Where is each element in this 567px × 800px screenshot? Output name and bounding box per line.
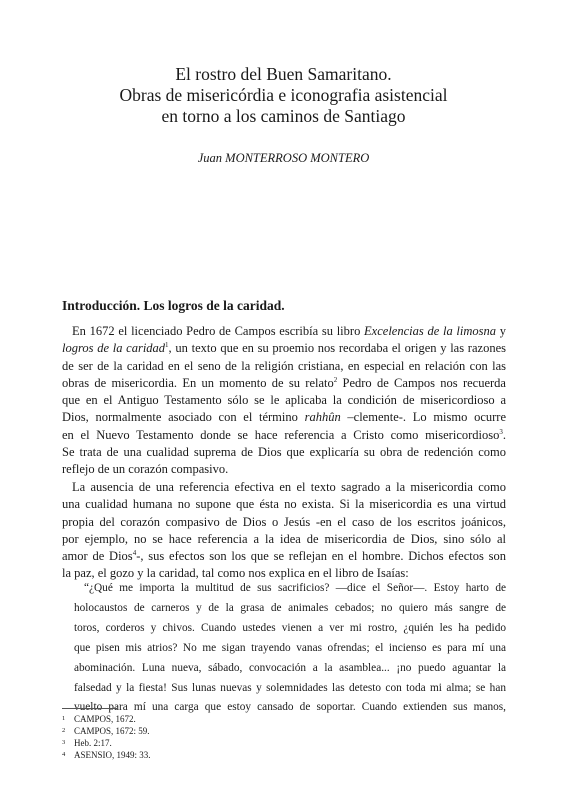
title-line-3: en torno a los caminos de Santiago <box>161 106 406 126</box>
paragraph-line: de ser de la caridad en el seno de la religión cristiana, en especial en relación con las <box>62 358 506 373</box>
text-run: obras de misericordia. En un momento de su relato <box>62 375 334 390</box>
text-run: -, sus efectos son los que se reflejan en el hombre. Dichos efectos son <box>136 549 506 564</box>
text-run: y <box>496 324 507 338</box>
paragraph-line: reflejo de un corazón compasivo. <box>62 462 229 477</box>
text-run: –clemente-. Lo mismo ocurre <box>340 410 506 425</box>
quote-line: toros, corderos y chivos. Cuando ustedes vienen a ver mi rostro, ¿quién les ha pedido <box>74 621 506 634</box>
author-name: Juan MONTERROSO MONTERO <box>197 151 370 165</box>
paragraph-line <box>62 427 506 444</box>
paragraph-line <box>62 340 506 357</box>
paragraph-line: propia del corazón compasivo de Dios o Jesús -en el caso de los escritos joánicos, <box>62 514 506 529</box>
hebrew-term: rahhûn <box>304 410 341 425</box>
text-run: . <box>502 427 506 442</box>
paragraph-line: La ausencia de una referencia efectiva en el texto sagrado a la misericordia como <box>72 480 506 494</box>
footnote-text: CAMPOS, 1672. <box>74 714 136 724</box>
paragraph-line: una cualidad humana no supone que ésta no exista. Si la misericordia es una virtud <box>62 497 506 512</box>
text-run: , un texto que en su proemio nos recordaba el origen y las razones <box>168 341 506 356</box>
title-line-1: El rostro del Buen Samaritano. <box>175 64 392 84</box>
text-run: amor de Dios <box>62 549 133 564</box>
quote-line: abominación. Luna nueva, sábado, convocación a la asamblea... ¡no puedo aguantar la <box>74 661 506 674</box>
text-run: Dios, normalmente asociado con el término <box>62 410 305 425</box>
paragraph-line <box>62 375 506 392</box>
quote-line: que pisen mis atrios? No me sigan trayendo vanas ofrendas; el incienso es para mí una <box>74 641 506 654</box>
paragraph-line <box>62 548 506 565</box>
quote-line: “¿Qué me importa la multitud de sus sacrificios? —dice el Señor—. Estoy harto de <box>84 582 506 594</box>
footnote <box>62 713 151 725</box>
paragraph-line: por ejemplo, no se hace referencia a la idea de misericordia de Dios, sino sólo al <box>62 531 506 546</box>
quote-line: holocaustos de carneros y de la grasa de animales cebados; no quiero más sangre de <box>74 601 506 614</box>
paragraph-line <box>62 323 506 340</box>
footnote-ref[interactable]: 4 <box>132 549 137 558</box>
footnote-ref[interactable]: 2 <box>333 375 338 384</box>
footnote-text: ASENSIO, 1949: 33. <box>74 750 151 760</box>
footnotes <box>62 713 151 761</box>
quote-line: vuelto para mí una carga que estoy cansado de soportar. Cuando extienden sus manos, <box>74 701 506 714</box>
footnote-number: 2 <box>62 727 66 734</box>
book-title: logros de la caridad <box>62 341 166 356</box>
paragraph-line: la paz, el gozo y la caridad, tal como nos explica en el libro de Isaías: <box>62 566 409 581</box>
paragraph-2 <box>62 479 506 583</box>
footnote-text: CAMPOS, 1672: 59. <box>74 726 150 736</box>
title-line-2: Obras de misericórdia e iconografia asistencial <box>119 85 448 105</box>
section-heading: Introducción. Los logros de la caridad. <box>62 298 285 313</box>
footnote-divider <box>62 708 118 709</box>
paragraph-line: que en el Antiguo Testamento sólo se le aplicaba la condición de misericordioso a <box>62 393 506 408</box>
book-title: Excelencias de la limosna <box>364 324 497 338</box>
block-quote <box>74 579 506 718</box>
article-title <box>0 64 567 127</box>
paragraph-line: Se trata de una cualidad suprema de Dios que explicaría su obra de redención como <box>62 445 506 460</box>
text-run: Pedro de Campos nos recuerda <box>337 375 506 390</box>
footnote-ref[interactable]: 3 <box>499 427 503 436</box>
footnote-number: 3 <box>62 739 66 746</box>
footnote-number: 1 <box>62 715 66 722</box>
text-run: en el Nuevo Testamento donde se hace referencia a Cristo como misericordioso <box>62 427 500 442</box>
footnote-text: Heb. 2:17. <box>74 738 112 748</box>
footnote-number: 4 <box>62 751 66 758</box>
footnote <box>62 737 151 749</box>
quote-line: falsedad y la fiesta! Sus lunas nuevas y solemnidades las detesto con toda mi alma; se han <box>74 681 506 694</box>
footnote-ref[interactable]: 1 <box>165 341 169 350</box>
paragraph-1 <box>62 323 506 479</box>
footnote <box>62 725 151 737</box>
footnote <box>62 749 151 761</box>
text-run: En 1672 el licenciado Pedro de Campos escribía su libro <box>72 324 365 338</box>
paragraph-line <box>62 409 506 426</box>
